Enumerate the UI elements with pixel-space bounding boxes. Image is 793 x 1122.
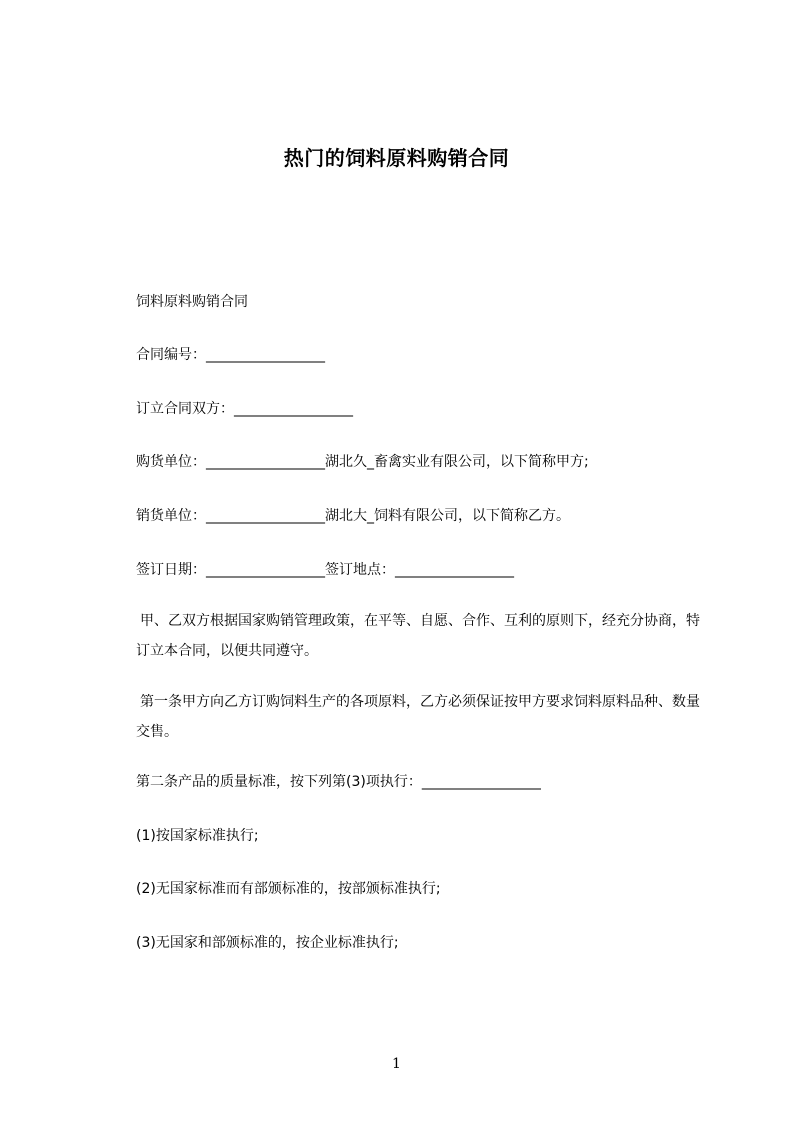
article-2-line: 第二条产品的质量标准，按下列第(3)项执行：_________________ [136, 774, 541, 790]
page-number: 1 [392, 1056, 401, 1072]
standard-item-1: (1)按国家标准执行; [136, 828, 259, 844]
document-title: 热门的饲料原料购销合同 [283, 146, 510, 170]
seller-line: 销货单位：_________________湖北大_饲料有限公司，以下简称乙方。 [136, 508, 570, 524]
article-1-paragraph: 第一条甲方向乙方订购饲料生产的各项原料，乙方必须保证按甲方要求饲料原料品种、数量交售。 [136, 694, 700, 740]
contract-number-line: 合同编号：_________________ [136, 347, 325, 363]
standard-item-3: (3)无国家和部颁标准的，按企业标准执行; [136, 935, 399, 951]
buyer-line: 购货单位：_________________湖北久_畜禽实业有限公司，以下简称甲方; [136, 454, 589, 470]
contract-heading: 饲料原料购销合同 [136, 294, 248, 310]
preamble-paragraph: 甲、乙双方根据国家购销管理政策，在平等、自愿、合作、互利的原则下，经充分协商，特订立本合同，以便共同遵守。 [136, 613, 700, 659]
signing-date-place-line: 签订日期：_________________签订地点：_________________ [136, 562, 514, 578]
contract-parties-line: 订立合同双方：_________________ [136, 401, 353, 417]
standard-item-2: (2)无国家标准而有部颁标准的，按部颁标准执行; [136, 881, 441, 897]
